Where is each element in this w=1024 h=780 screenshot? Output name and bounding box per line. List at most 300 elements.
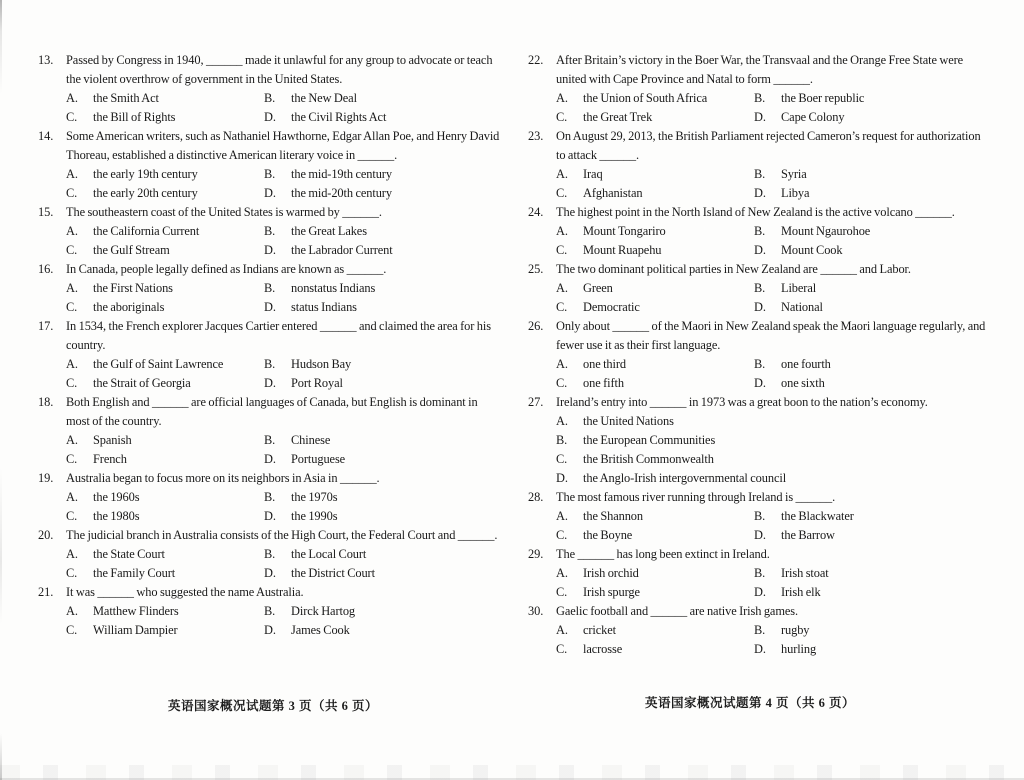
question-text-line: The two dominant political parties in New Zealand are ______ and Labor.: [556, 262, 911, 276]
option-text: the Gulf Stream: [93, 243, 170, 257]
page-footer-4: 英语国家概况试题第 4 页（共 6 页）: [645, 696, 856, 710]
option-B: [264, 545, 499, 564]
option-text: the State Court: [93, 547, 165, 561]
option-text: the Boer republic: [781, 91, 865, 105]
question-text-line: On August 29, 2013, the British Parliament rejected Cameron’s request for authorization: [556, 129, 981, 143]
option-letter: D.: [264, 623, 276, 637]
option-B: [754, 279, 985, 298]
option-letter: B.: [754, 509, 766, 523]
option-letter: D.: [754, 642, 766, 656]
option-letter: D.: [556, 471, 568, 485]
option-A: [66, 545, 264, 564]
option-D: [264, 374, 499, 393]
question-body: [556, 203, 985, 260]
question-number: 26.: [528, 319, 544, 333]
option-text: National: [781, 300, 823, 314]
option-text: Matthew Flinders: [93, 604, 179, 618]
option-text: Afghanistan: [583, 186, 643, 200]
question-text-line: most of the country.: [66, 414, 162, 428]
option-letter: A.: [66, 490, 78, 504]
option-C: [66, 374, 264, 393]
option-letter: C.: [556, 300, 568, 314]
option-C: [66, 621, 264, 640]
scan-bottom-paper-edge: [0, 765, 1024, 780]
option-letter: A.: [66, 547, 78, 561]
question-number: 22.: [528, 53, 544, 67]
question-body: [66, 203, 499, 260]
option-text: the early 20th century: [93, 186, 198, 200]
question-body: [66, 583, 499, 640]
option-D: [264, 298, 499, 317]
option-letter: B.: [754, 623, 766, 637]
question-text-line: the violent overthrow of government in the United States.: [66, 72, 343, 86]
question-text-line: fewer use it as their first language.: [556, 338, 721, 352]
question-body: [556, 393, 985, 488]
question-14: [38, 127, 499, 203]
option-letter: A.: [66, 604, 78, 618]
question-body: [556, 602, 985, 659]
option-text: the Family Court: [93, 566, 176, 580]
question-body: [556, 488, 985, 545]
question-20: [38, 526, 499, 583]
option-A: [556, 165, 754, 184]
option-C: [66, 450, 264, 469]
option-list: [556, 165, 985, 203]
option-B: [754, 507, 985, 526]
question-text-line: Thoreau, established a distinctive American literary voice in ______.: [66, 148, 398, 162]
option-B: [754, 564, 985, 583]
option-text: Liberal: [781, 281, 817, 295]
question-text-line: Some American writers, such as Nathaniel Hawthorne, Edgar Allan Poe, and Henry David: [66, 129, 500, 143]
option-C: [66, 564, 264, 583]
option-B: [264, 279, 499, 298]
question-text-line: to attack ______.: [556, 148, 639, 162]
option-text: the Labrador Current: [291, 243, 393, 257]
option-D: [264, 450, 499, 469]
option-B: [754, 222, 985, 241]
option-text: the aboriginals: [93, 300, 165, 314]
option-B: [754, 89, 985, 108]
option-text: the Smith Act: [93, 91, 159, 105]
option-letter: C.: [556, 186, 568, 200]
option-D: [264, 507, 499, 526]
option-text: the Strait of Georgia: [93, 376, 191, 390]
question-13: [38, 51, 499, 127]
option-text: Syria: [781, 167, 807, 181]
option-letter: A.: [556, 91, 568, 105]
option-B: [754, 355, 985, 374]
option-list: [66, 165, 499, 203]
question-28: [528, 488, 985, 545]
question-number: 28.: [528, 490, 544, 504]
option-letter: D.: [264, 376, 276, 390]
option-B: [556, 431, 985, 450]
option-text: Cape Colony: [781, 110, 845, 124]
option-text: Mount Ngaurohoe: [781, 224, 871, 238]
option-D: [754, 241, 985, 260]
question-text-line: Australia began to focus more on its neighbors in Asia in ______.: [66, 471, 380, 485]
option-text: the Barrow: [781, 528, 835, 542]
option-text: status Indians: [291, 300, 357, 314]
question-number: 21.: [38, 585, 54, 599]
option-list: [66, 222, 499, 260]
option-D: [264, 564, 499, 583]
question-number: 13.: [38, 53, 54, 67]
question-number: 20.: [38, 528, 54, 542]
option-C: [556, 640, 754, 659]
option-list: [556, 355, 985, 393]
option-letter: A.: [66, 167, 78, 181]
option-letter: C.: [556, 110, 568, 124]
option-text: Mount Cook: [781, 243, 843, 257]
option-letter: A.: [66, 357, 78, 371]
option-letter: B.: [264, 167, 276, 181]
question-text-line: The highest point in the North Island of New Zealand is the active volcano ______.: [556, 205, 955, 219]
option-text: William Dampier: [93, 623, 178, 637]
option-text: Portuguese: [291, 452, 346, 466]
option-D: [264, 621, 499, 640]
option-letter: D.: [264, 300, 276, 314]
option-letter: C.: [556, 452, 568, 466]
question-text-line: country.: [66, 338, 106, 352]
option-text: the New Deal: [291, 91, 357, 105]
option-text: Dirck Hartog: [291, 604, 356, 618]
question-text-line: In Canada, people legally defined as Indians are known as ______.: [66, 262, 387, 276]
question-number: 27.: [528, 395, 544, 409]
question-body: [556, 545, 985, 602]
option-D: [556, 469, 985, 488]
option-text: the British Commonwealth: [583, 452, 714, 466]
option-text: the mid-19th century: [291, 167, 392, 181]
option-letter: D.: [754, 110, 766, 124]
question-27: [528, 393, 985, 488]
option-text: Irish elk: [781, 585, 821, 599]
option-text: the Great Lakes: [291, 224, 367, 238]
option-text: the United Nations: [583, 414, 674, 428]
option-D: [754, 184, 985, 203]
option-letter: D.: [264, 110, 276, 124]
question-number: 16.: [38, 262, 54, 276]
option-letter: D.: [754, 186, 766, 200]
question-number: 30.: [528, 604, 544, 618]
option-D: [264, 241, 499, 260]
option-text: Irish stoat: [781, 566, 829, 580]
option-letter: C.: [556, 642, 568, 656]
question-24: [528, 203, 985, 260]
question-26: [528, 317, 985, 393]
option-letter: D.: [754, 528, 766, 542]
option-C: [66, 184, 264, 203]
option-text: Democratic: [583, 300, 640, 314]
question-number: 19.: [38, 471, 54, 485]
option-text: one fifth: [583, 376, 624, 390]
question-body: [66, 526, 499, 583]
question-text-line: Both English and ______ are official languages of Canada, but English is dominant in: [66, 395, 478, 409]
option-letter: A.: [66, 91, 78, 105]
option-letter: D.: [264, 566, 276, 580]
question-21: [38, 583, 499, 640]
option-C: [66, 108, 264, 127]
option-list: [556, 564, 985, 602]
option-letter: D.: [754, 243, 766, 257]
option-text: French: [93, 452, 127, 466]
option-text: one sixth: [781, 376, 825, 390]
question-body: [556, 260, 985, 317]
option-list: [556, 279, 985, 317]
question-text-line: Only about ______ of the Maori in New Zealand speak the Maori language regularly, and: [556, 319, 986, 333]
question-body: [66, 51, 499, 127]
option-letter: A.: [66, 433, 78, 447]
exam-page-4: [528, 51, 985, 659]
option-A: [556, 507, 754, 526]
option-letter: C.: [556, 585, 568, 599]
option-letter: A.: [556, 224, 568, 238]
option-letter: B.: [264, 357, 276, 371]
question-text-line: In 1534, the French explorer Jacques Cartier entered ______ and claimed the area for his: [66, 319, 491, 333]
question-body: [556, 317, 985, 393]
option-A: [66, 222, 264, 241]
question-text-line: After Britain’s victory in the Boer War, the Transvaal and the Orange Free State were: [556, 53, 964, 67]
option-letter: B.: [754, 91, 766, 105]
question-19: [38, 469, 499, 526]
option-text: Iraq: [583, 167, 603, 181]
option-B: [264, 222, 499, 241]
option-letter: C.: [556, 528, 568, 542]
option-C: [556, 298, 754, 317]
option-letter: D.: [754, 585, 766, 599]
option-letter: A.: [556, 566, 568, 580]
option-C: [556, 374, 754, 393]
option-D: [754, 108, 985, 127]
question-list-page-4: [528, 51, 985, 659]
option-A: [556, 222, 754, 241]
option-letter: D.: [264, 452, 276, 466]
option-letter: B.: [754, 566, 766, 580]
question-number: 15.: [38, 205, 54, 219]
option-text: Libya: [781, 186, 810, 200]
option-B: [264, 355, 499, 374]
option-text: the 1960s: [93, 490, 140, 504]
question-text-line: It was ______ who suggested the name Australia.: [66, 585, 304, 599]
scan-left-edge-artifact: [0, 0, 2, 780]
option-letter: D.: [264, 243, 276, 257]
question-body: [66, 317, 499, 393]
option-B: [264, 89, 499, 108]
option-text: the Civil Rights Act: [291, 110, 387, 124]
option-list: [556, 412, 985, 488]
option-letter: C.: [66, 186, 78, 200]
option-text: Port Royal: [291, 376, 343, 390]
option-letter: C.: [66, 452, 78, 466]
option-D: [264, 184, 499, 203]
option-list: [556, 507, 985, 545]
option-letter: B.: [264, 281, 276, 295]
option-letter: B.: [264, 91, 276, 105]
option-letter: D.: [754, 376, 766, 390]
question-body: [66, 469, 499, 526]
option-list: [66, 488, 499, 526]
question-text-line: united with Cape Province and Natal to form ______.: [556, 72, 813, 86]
option-letter: A.: [66, 281, 78, 295]
question-text-line: The ______ has long been extinct in Ireland.: [556, 547, 770, 561]
option-text: hurling: [781, 642, 817, 656]
option-text: the Union of South Africa: [583, 91, 708, 105]
option-letter: B.: [264, 490, 276, 504]
question-18: [38, 393, 499, 469]
option-text: Irish spurge: [583, 585, 640, 599]
option-text: cricket: [583, 623, 617, 637]
option-letter: A.: [556, 167, 568, 181]
question-body: [66, 127, 499, 203]
option-text: the European Communities: [583, 433, 716, 447]
option-letter: C.: [66, 623, 78, 637]
option-letter: A.: [556, 623, 568, 637]
question-29: [528, 545, 985, 602]
option-B: [264, 165, 499, 184]
option-letter: A.: [556, 509, 568, 523]
option-text: the early 19th century: [93, 167, 198, 181]
option-list: [66, 279, 499, 317]
option-text: the 1990s: [291, 509, 338, 523]
question-number: 17.: [38, 319, 54, 333]
option-A: [66, 602, 264, 621]
option-A: [556, 564, 754, 583]
question-number: 24.: [528, 205, 544, 219]
option-text: rugby: [781, 623, 810, 637]
option-C: [556, 241, 754, 260]
question-body: [556, 127, 985, 203]
option-A: [66, 488, 264, 507]
option-C: [556, 583, 754, 602]
option-text: the Blackwater: [781, 509, 854, 523]
option-letter: D.: [264, 509, 276, 523]
option-C: [66, 507, 264, 526]
option-text: lacrosse: [583, 642, 623, 656]
question-25: [528, 260, 985, 317]
option-D: [754, 640, 985, 659]
option-C: [556, 526, 754, 545]
option-text: Spanish: [93, 433, 132, 447]
option-letter: C.: [66, 243, 78, 257]
option-list: [556, 89, 985, 127]
option-text: the Boyne: [583, 528, 633, 542]
option-text: Irish orchid: [583, 566, 639, 580]
option-letter: A.: [556, 414, 568, 428]
option-C: [66, 298, 264, 317]
option-text: the California Current: [93, 224, 200, 238]
option-list: [66, 602, 499, 640]
option-text: James Cook: [291, 623, 350, 637]
option-letter: B.: [264, 433, 276, 447]
option-letter: D.: [754, 300, 766, 314]
option-text: Mount Ruapehu: [583, 243, 662, 257]
option-letter: B.: [754, 167, 766, 181]
option-B: [264, 488, 499, 507]
question-text-line: The most famous river running through Ireland is ______.: [556, 490, 836, 504]
question-body: [66, 260, 499, 317]
question-number: 18.: [38, 395, 54, 409]
option-B: [754, 621, 985, 640]
question-body: [556, 51, 985, 127]
option-text: the Bill of Rights: [93, 110, 176, 124]
page-footer-3: 英语国家概况试题第 3 页（共 6 页）: [168, 699, 379, 713]
question-number: 23.: [528, 129, 544, 143]
option-A: [556, 279, 754, 298]
option-list: [66, 355, 499, 393]
option-letter: B.: [264, 547, 276, 561]
option-text: nonstatus Indians: [291, 281, 376, 295]
question-body: [66, 393, 499, 469]
option-B: [754, 165, 985, 184]
option-letter: A.: [556, 281, 568, 295]
question-text-line: Passed by Congress in 1940, ______ made it unlawful for any group to advocate or teach: [66, 53, 493, 67]
question-23: [528, 127, 985, 203]
option-B: [264, 602, 499, 621]
option-A: [66, 279, 264, 298]
option-text: Green: [583, 281, 613, 295]
option-D: [264, 108, 499, 127]
option-A: [556, 355, 754, 374]
option-D: [754, 374, 985, 393]
option-text: one third: [583, 357, 626, 371]
option-letter: C.: [66, 376, 78, 390]
option-B: [264, 431, 499, 450]
option-list: [66, 431, 499, 469]
question-number: 29.: [528, 547, 544, 561]
question-list-page-3: [38, 51, 499, 640]
option-letter: A.: [66, 224, 78, 238]
option-C: [66, 241, 264, 260]
option-text: the mid-20th century: [291, 186, 392, 200]
question-text-line: The southeastern coast of the United States is warmed by ______.: [66, 205, 382, 219]
option-A: [66, 355, 264, 374]
option-text: the 1970s: [291, 490, 338, 504]
option-text: the Great Trek: [583, 110, 653, 124]
option-letter: B.: [556, 433, 568, 447]
option-letter: C.: [556, 376, 568, 390]
option-text: the District Court: [291, 566, 375, 580]
option-letter: B.: [754, 357, 766, 371]
option-letter: D.: [264, 186, 276, 200]
option-A: [66, 89, 264, 108]
option-A: [66, 431, 264, 450]
option-list: [556, 222, 985, 260]
question-number: 25.: [528, 262, 544, 276]
option-C: [556, 108, 754, 127]
option-letter: B.: [754, 281, 766, 295]
option-letter: C.: [556, 243, 568, 257]
option-text: Hudson Bay: [291, 357, 352, 371]
option-letter: C.: [66, 509, 78, 523]
option-D: [754, 526, 985, 545]
option-C: [556, 450, 985, 469]
exam-page-3: [38, 51, 499, 640]
question-30: [528, 602, 985, 659]
question-number: 14.: [38, 129, 54, 143]
option-text: the Gulf of Saint Lawrence: [93, 357, 224, 371]
question-text-line: Ireland’s entry into ______ in 1973 was a great boon to the nation’s economy.: [556, 395, 928, 409]
option-D: [754, 298, 985, 317]
option-text: the Shannon: [583, 509, 644, 523]
option-text: Chinese: [291, 433, 331, 447]
option-A: [66, 165, 264, 184]
option-letter: B.: [754, 224, 766, 238]
question-15: [38, 203, 499, 260]
question-22: [528, 51, 985, 127]
question-text-line: The judicial branch in Australia consists of the High Court, the Federal Court and ______.: [66, 528, 498, 542]
option-D: [754, 583, 985, 602]
option-letter: B.: [264, 224, 276, 238]
